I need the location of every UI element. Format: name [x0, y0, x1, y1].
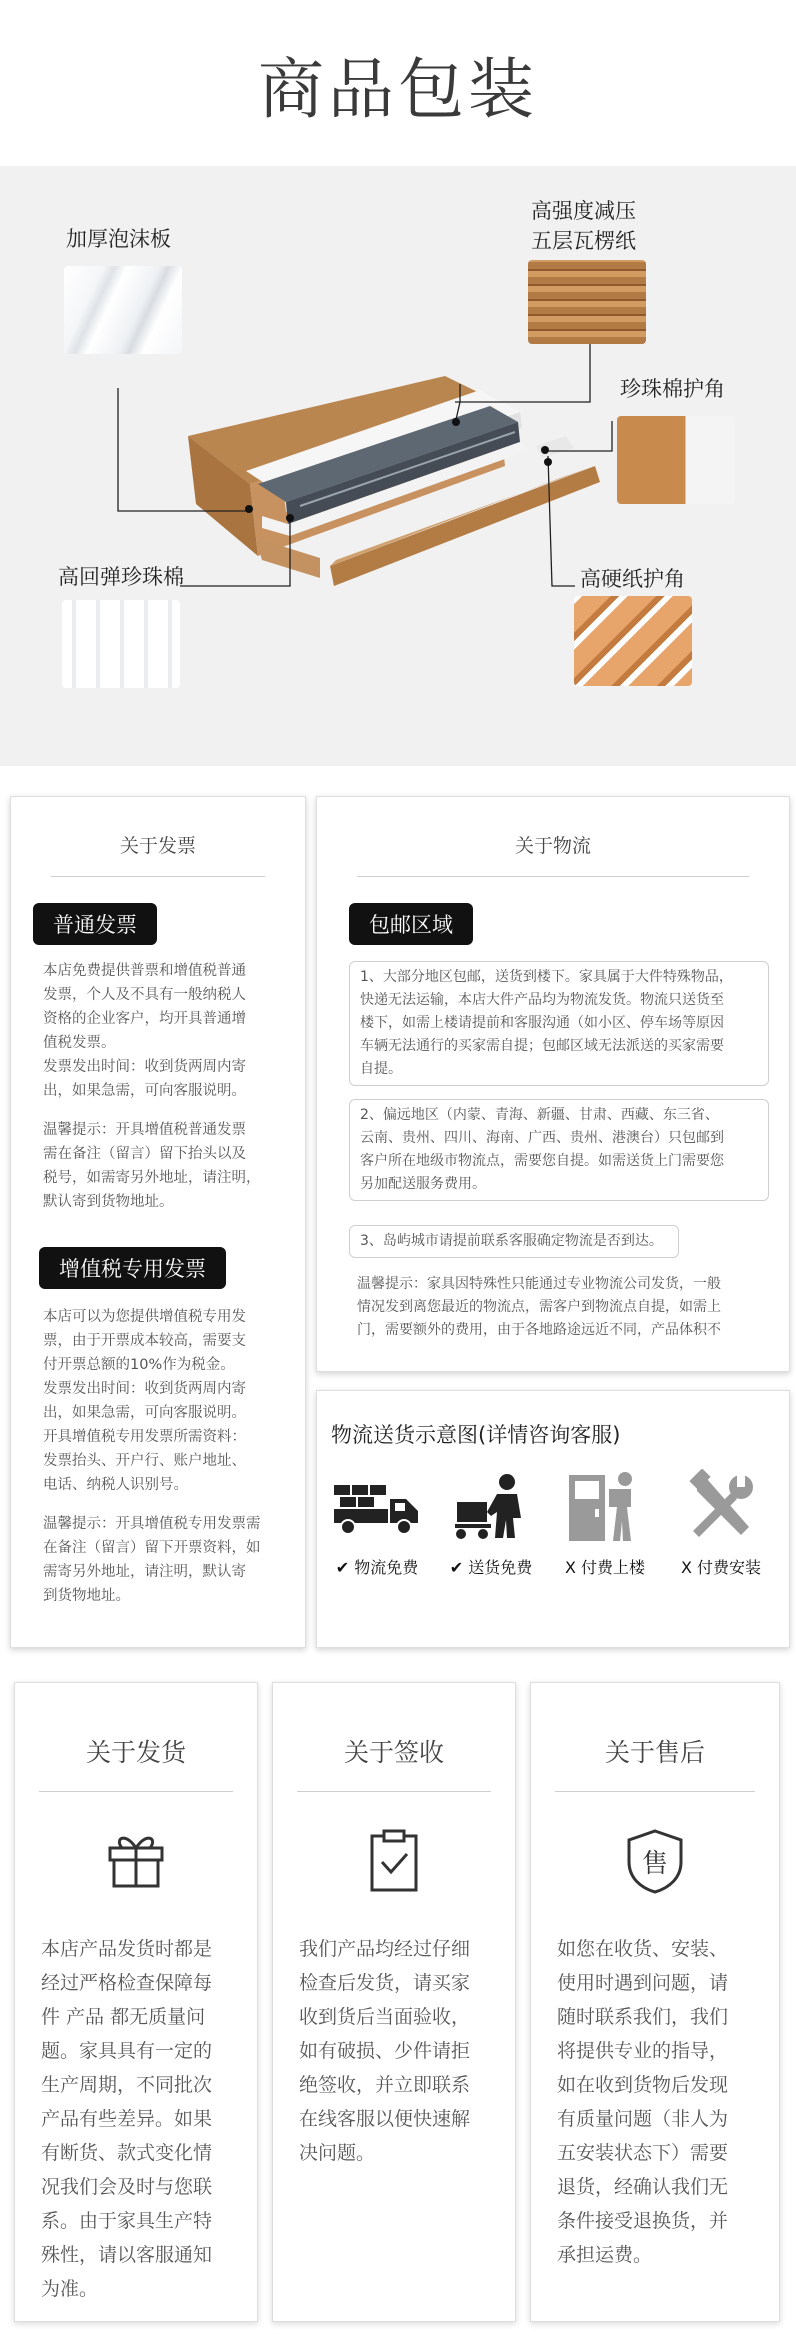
- receipt-text: [273, 1932, 515, 2170]
- after-sales-line: 五安装状态下）需要: [557, 2142, 729, 2164]
- vat-invoice-line: 发票抬头、开户行、账户地址、: [43, 1453, 246, 1469]
- corner-piece: [536, 436, 574, 458]
- label-paper-corner: 高硬纸护角: [580, 567, 685, 591]
- logistics-tip-line: 情况发到离您最近的物流点，需客户到物流点自提，如需上: [357, 1299, 721, 1315]
- vat-invoice-line: 在备注（留言）留下开票资料，如: [43, 1539, 261, 1556]
- normal-invoice-line: 资格的企业客户，均开具普通增: [43, 1011, 246, 1027]
- receipt-line: 如有破损、少件请拒: [299, 2040, 471, 2062]
- shipping-rule-1-line: 1、大部分地区包邮，送货到楼下。家具属于大件特殊物品，: [360, 969, 733, 985]
- shipping-rule-2: [349, 1099, 769, 1201]
- flow-item-install: [675, 1463, 767, 1578]
- vat-invoice-line: 到货物地址。: [43, 1587, 130, 1604]
- logistics-tip-line: 门，需要额外的费用，由于各地路途远近不同，产品体积不: [357, 1322, 721, 1338]
- shipping-divider: [39, 1791, 233, 1792]
- flow-item-upstairs: [559, 1463, 651, 1578]
- normal-invoice-line: 默认寄到货物地址。: [43, 1193, 174, 1210]
- after-sales-line: 承担运费。: [557, 2244, 653, 2266]
- flow-mark-1: ✔: [335, 1558, 350, 1577]
- pearl-cotton-roll-image: [62, 600, 180, 688]
- shipping-rule-1-line: 车辆无法通行的买家需自提；包邮区域无法派送的买家需要: [360, 1038, 724, 1054]
- receipt-line: 决问题。: [299, 2142, 376, 2164]
- flow-item-logistics: [331, 1463, 423, 1578]
- vat-invoice-text: [43, 1305, 303, 1608]
- logistics-tip-line: 温馨提示：家具因特殊性只能通过专业物流公司发货，一般: [357, 1276, 721, 1292]
- shipping-text: [15, 1932, 257, 2306]
- logistics-card: [316, 796, 790, 1372]
- after-sales-line: 将提供专业的指导，: [557, 2040, 729, 2062]
- receipt-card: [272, 1682, 516, 2322]
- after-sales-card: [530, 1682, 780, 2322]
- shipping-rule-1-line: 自提。: [360, 1061, 402, 1077]
- gift-icon: [15, 1828, 257, 1888]
- shipping-line: 本店产品发货时都是: [41, 1938, 213, 1960]
- truck-icon: [331, 1463, 423, 1551]
- shipping-rule-3: 3、岛屿城市请提前联系客服确定物流是否到达。: [349, 1225, 679, 1258]
- shipping-line: 题。家具具有一定的: [41, 2040, 213, 2062]
- vat-invoice-line: 付开票总额的10%作为税金。: [43, 1357, 235, 1373]
- receipt-line: 在线客服以便快速解: [299, 2108, 471, 2130]
- flow-mark-4: X: [680, 1558, 692, 1577]
- shipping-rule-1: [349, 961, 769, 1086]
- vat-invoice-pill: 增值税专用发票: [39, 1247, 226, 1289]
- normal-invoice-line: 发票，个人及不具有一般纳税人: [43, 987, 246, 1003]
- normal-invoice-pill: 普通发票: [33, 903, 157, 945]
- pearl-cotton-guard-image: [617, 416, 735, 504]
- vat-invoice-line: 出，如果急需，可向客服说明。: [43, 1405, 246, 1421]
- normal-invoice-line: 出，如果急需，可向客服说明。: [43, 1083, 246, 1099]
- after-sales-line: 条件接受退换货，并: [557, 2210, 729, 2232]
- shipping-rule-2-line: 另加配送服务费用。: [360, 1176, 486, 1192]
- receipt-line: 我们产品均经过仔细: [299, 1938, 471, 1960]
- shipping-line: 件 产品 都无质量问: [41, 2006, 206, 2028]
- vat-invoice-line: 开具增值税专用发票所需资料：: [43, 1429, 246, 1445]
- shipping-line: 况我们会及时与您联: [41, 2176, 213, 2198]
- receipt-line: 检查后发货，请买家: [299, 1972, 471, 1994]
- shipping-line: 有断货、款式变化情: [41, 2142, 213, 2164]
- delivery-flow-title: 物流送货示意图(详情咨询客服): [331, 1423, 621, 1447]
- after-sales-text: [531, 1932, 779, 2272]
- shipping-title: 关于发货: [85, 1738, 186, 1767]
- normal-invoice-line: 值税发票。: [43, 1035, 116, 1051]
- vat-invoice-line: 票，由于开票成本较高，需要支: [43, 1333, 246, 1349]
- vat-invoice-line: 本店可以为您提供增值税专用发: [43, 1309, 246, 1325]
- after-sales-line: 随时联系我们，我们: [557, 2006, 729, 2028]
- normal-invoice-line: 税号，如需寄另外地址，请注明，: [43, 1169, 261, 1186]
- receipt-line: 绝签收，并立即联系: [299, 2074, 471, 2096]
- vat-invoice-line: 发票发出时间：收到货两周内寄: [43, 1381, 246, 1397]
- stairs-door-icon: [559, 1463, 651, 1551]
- normal-invoice-text: [43, 959, 303, 1214]
- shield-sale-icon: [531, 1828, 779, 1888]
- flow-label-2: 送货免费: [468, 1558, 533, 1577]
- paper-corner-image: [574, 596, 692, 686]
- logistics-heading: 关于物流: [514, 835, 591, 857]
- receipt-divider: [297, 1791, 491, 1792]
- after-sales-divider: [555, 1791, 755, 1792]
- shipping-line: 为准。: [41, 2278, 99, 2300]
- shipping-rule-1-line: 快递无法运输，本店大件产品均为物流发货。物流只送货至: [360, 992, 724, 1008]
- after-sales-line: 使用时遇到问题，请: [557, 1972, 729, 1994]
- flow-item-delivery: [445, 1463, 537, 1578]
- shipping-line: 生产周期，不同批次: [41, 2074, 213, 2096]
- shield-char: 售: [641, 1849, 669, 1879]
- receipt-title: 关于签收: [343, 1738, 444, 1767]
- free-shipping-pill: 包邮区域: [349, 903, 473, 945]
- label-corrug-1: 高强度减压: [531, 199, 636, 223]
- shipping-line: 殊性，请以客服通知: [41, 2244, 213, 2266]
- vat-invoice-line: 需寄另外地址，请注明，默认寄: [43, 1563, 246, 1580]
- shipping-rule-2-line: 2、偏远地区（内蒙、青海、新疆、甘肃、西藏、东三省、: [360, 1107, 719, 1123]
- flow-mark-2: ✔: [449, 1558, 464, 1577]
- after-sales-line: 如在收到货物后发现: [557, 2074, 729, 2096]
- shipping-rule-2-line: 云南、贵州、四川、海南、广西、贵州、港澳台）只包邮到: [360, 1130, 724, 1146]
- vat-invoice-line: 电话、纳税人识别号。: [43, 1477, 188, 1493]
- tools-icon: [675, 1463, 767, 1551]
- after-sales-line: 如您在收货、安装、: [557, 1938, 729, 1960]
- invoice-divider: [51, 876, 265, 877]
- label-corrug-2: 五层瓦楞纸: [531, 229, 636, 253]
- delivery-man-icon: [445, 1463, 537, 1551]
- normal-invoice-line: 本店免费提供普票和增值税普通: [43, 963, 246, 979]
- vat-invoice-line: 温馨提示：开具增值税专用发票需: [43, 1515, 261, 1532]
- shipping-line: 经过严格检查保障每: [41, 1972, 213, 1994]
- label-foam: 加厚泡沫板: [66, 227, 171, 251]
- clipboard-check-icon: [273, 1828, 515, 1888]
- normal-invoice-line: [43, 1103, 303, 1118]
- receipt-line: 收到货后当面验收，: [299, 2006, 471, 2028]
- foam-board-image: [64, 266, 182, 354]
- shipping-card: [14, 1682, 258, 2322]
- after-sales-line: 有质量问题（非人为: [557, 2108, 729, 2130]
- after-sales-line: 退货，经确认我们无: [557, 2176, 729, 2198]
- logistics-tip: [357, 1273, 783, 1342]
- vat-invoice-line: [43, 1497, 303, 1512]
- label-pearl-cotton: 高回弹珍珠棉: [58, 565, 184, 589]
- packaging-illustration: [0, 166, 796, 766]
- label-pearl-guard: 珍珠棉护角: [620, 377, 725, 401]
- after-sales-title: 关于售后: [604, 1738, 705, 1767]
- shipping-rule-2-line: 客户所在地级市物流点，需要您自提。如需送货上门需要您: [360, 1153, 724, 1169]
- flow-mark-3: X: [564, 1558, 576, 1577]
- invoice-heading: 关于发票: [119, 835, 196, 857]
- flow-label-3: 付费上楼: [581, 1558, 646, 1577]
- shipping-line: 系。由于家具生产特: [41, 2210, 213, 2232]
- normal-invoice-line: 需在备注（留言）留下抬头以及: [43, 1145, 246, 1162]
- page-title: 商品包装: [258, 50, 538, 128]
- normal-invoice-line: 发票发出时间：收到货两周内寄: [43, 1059, 246, 1075]
- flow-label-1: 物流免费: [354, 1558, 419, 1577]
- invoice-card: [10, 796, 306, 1648]
- delivery-flow-card: [316, 1390, 790, 1648]
- shipping-rule-1-line: 楼下，如需上楼请提前和客服沟通（如小区、停车场等原因: [360, 1015, 724, 1031]
- logistics-divider: [357, 876, 749, 877]
- normal-invoice-line: 温馨提示：开具增值税普通发票: [43, 1121, 246, 1138]
- corrugated-paper-image: [528, 260, 646, 344]
- title-band: [0, 0, 796, 166]
- flow-label-4: 付费安装: [697, 1558, 762, 1577]
- shipping-line: 产品有些差异。如果: [41, 2108, 213, 2130]
